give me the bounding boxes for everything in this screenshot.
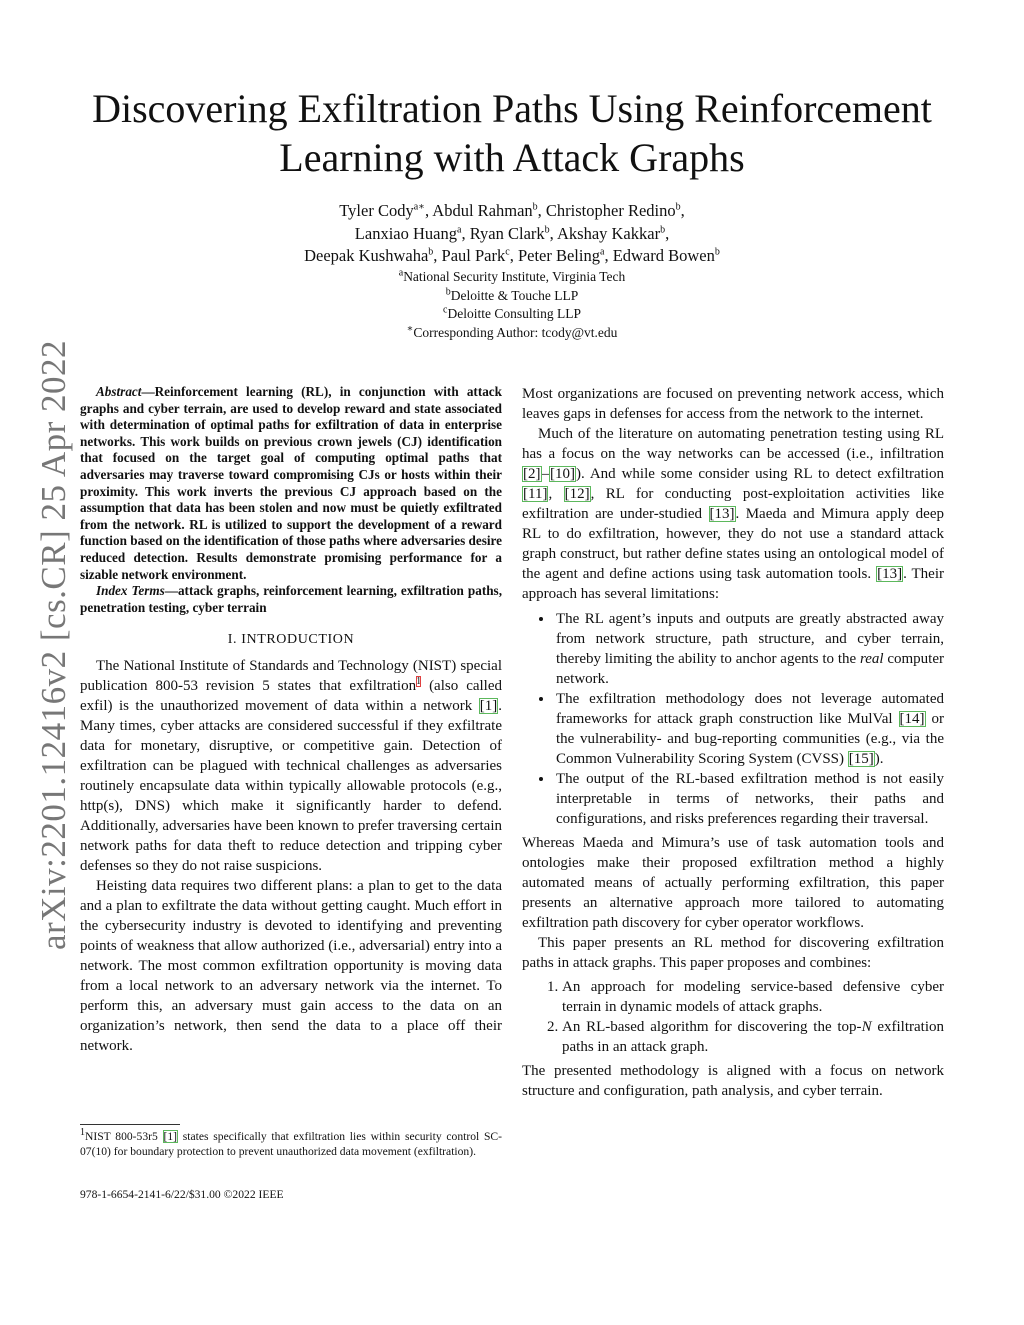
affiliation-mark: b — [532, 201, 538, 213]
affiliation-mark: ∗ — [406, 323, 414, 334]
paragraph-text: (also called exfil) is the unauthorized movement of data within a network — [80, 678, 502, 715]
paragraph: Heisting data requires two different plans: a plan to get to the data and a plan to exfiltrate the data without getting caught. Much effort in the cybersecurity industry is devoted to identifying and preventing points of weakness that allow authorized (i.e., adversarial) entry into a network. The most common exfiltration opportunity is moving data from a local network to an adversary network via the internet. To perform this, an adversary must gain access to the data on an organization’s network, then send the data to a place off their network. — [80, 878, 502, 1055]
affiliation-text: Deloitte Consulting LLP — [447, 306, 581, 321]
index-terms-text: —attack graphs, reinforcement learning, exfiltration paths, penetration testing, cyber terrain — [80, 583, 502, 615]
citation-link[interactable]: [12] — [564, 486, 590, 502]
footnote — [80, 1127, 502, 1160]
author-name: , Paul Park — [433, 246, 506, 265]
paragraph-text: – — [541, 466, 549, 482]
citation-link[interactable]: [10] — [550, 466, 575, 482]
affiliation-line — [220, 324, 804, 343]
abstract-label: Abstract — [96, 384, 142, 399]
citation-link[interactable]: [1] — [163, 1130, 178, 1143]
paper-title: Discovering Exfiltration Paths Using Reinforcement Learning with Attack Graphs — [92, 86, 932, 180]
affiliation-line — [220, 305, 804, 324]
list-item: 1. An approach for modeling service-based defensive cyber terrain in dynamic models of attack graphs. — [562, 977, 944, 1017]
affiliation-mark: a — [398, 267, 404, 279]
author-name: , Edward Bowen — [604, 246, 715, 265]
footnote-number: 1 — [80, 1127, 85, 1139]
citation-link[interactable]: [1] — [479, 698, 498, 715]
index-terms — [80, 583, 502, 616]
paragraph — [80, 656, 502, 876]
citation-link[interactable]: [13] — [709, 506, 735, 522]
affiliation-line — [220, 287, 804, 306]
affiliation-mark: a — [599, 246, 605, 258]
abstract-text: —Reinforcement learning (RL), in conjunction with attack graphs and cyber terrain, are used to develop reward and state associated with determination of optimal paths for exfiltration of data in enterprise networks. This work builds on previous crown jewels (CJ) identification that focused on the target goal of computing optimal paths that adversaries may traverse toward compromising CJs or hosts within their proximity. This work inverts the previous CJ approach based on the assumption that data has been stolen and now must be quietly exfiltrated from the network. RL is utilized to support the development of a reward function based on the identification of those paths where adversaries desire reduced detection. Results demonstrate promising performance for a sizable network environment. — [80, 384, 502, 582]
citation-link[interactable]: [11] — [523, 486, 548, 502]
author-name: , Akshay Kakkar — [549, 223, 661, 243]
affiliation-mark: b — [428, 246, 434, 258]
corresponding-author: Corresponding Author: tcody@vt.edu — [413, 324, 618, 340]
citation-link[interactable]: [15] — [848, 751, 874, 767]
author-list: Tyler Cody$^{a∗}$, Abdul Rahman$^b$, Christopher Redino$^b$, Lanxiao Huang$^a$, Ryan Clark$^b$, Akshay Kakkar$^b$, Deepak Kushwaha$^b$, Paul Park$^c$, Peter Beling$^a$, Edward Bowen$^b$ — [304, 201, 720, 265]
paragraph: This paper presents an RL method for discovering exfiltration paths in attack graphs. This paper proposes and combines: — [522, 935, 944, 971]
paragraph-text: . Many times, cyber attacks are considered successful if they exfiltrate data for monetary, disruptive, or competitive gain. Detection of exfiltration can be plagued with technical challenges as adversaries routinely encapsulate data within typically allowable protocols (e.g., http(s), DNS) which make it significantly harder to defend. Additionally, adversaries have been known to prefer traversing certain network paths for data theft to reduce detection and tripping cyber defenses so they do not raise suspicions. — [80, 698, 502, 875]
paragraph-text: ). And while some consider using RL to detect exfiltration — [576, 466, 944, 482]
footnote-text: states specifically that exfiltration lies within security control SC-07(10) for boundary protection to prevent unauthorized data movement (exfiltration). — [80, 1130, 502, 1158]
paragraph-text: , RL for conducting post-exploitation activities like exfiltration are under-studied — [522, 486, 945, 522]
abstract — [80, 384, 502, 583]
contributions-list — [522, 977, 944, 1057]
footnote-link[interactable]: 1 — [416, 676, 422, 688]
affiliation-mark: a — [456, 224, 462, 235]
paragraph-text: Much of the literature on automating penetration testing using RL has a focus on the way networks can be accessed (i.e., infiltration — [522, 426, 944, 462]
paragraph: Whereas Maeda and Mimura’s use of task automation tools and ontologies make their proposed exfiltration method a highly automated means of actually performing exfiltration, this paper presents an alternative approach more tailored to automating exfiltration path discovery for cyber operator workflows. — [522, 835, 944, 931]
paragraph: The presented methodology is aligned with a focus on network structure and configuration, path analysis, and cyber terrain. — [522, 1063, 944, 1099]
list-item-text: or the vulnerability- and bug-reporting communities (e.g., via the Common Vulnerability Scoring System (CVSS) — [556, 711, 944, 767]
affiliation-text: Deloitte & Touche LLP — [450, 287, 579, 303]
paragraph-text: , — [548, 486, 564, 502]
affiliation-text: National Security Institute, Virginia Tech — [403, 269, 626, 284]
affiliations — [220, 268, 804, 342]
affiliation-mark: c — [505, 246, 510, 258]
copyright-notice: 978-1-6654-2141-6/22/$31.00 ©2022 IEEE — [80, 1188, 284, 1201]
citation-link[interactable]: [2] — [523, 466, 541, 482]
affiliation-mark: b — [675, 201, 681, 213]
author-name: , Peter Beling — [509, 246, 600, 265]
citation-link[interactable]: [14] — [899, 711, 925, 727]
list-item-text: An RL-based algorithm for discovering the top- — [562, 1019, 862, 1035]
list-item-text: The exfiltration methodology does not leverage automated frameworks for attack graph construction like MulVal — [556, 691, 944, 727]
author-name: , Abdul Rahman — [424, 201, 533, 220]
affiliation-mark: b — [544, 224, 550, 235]
citation-link[interactable]: [13] — [877, 566, 903, 582]
emphasis-text: real — [859, 651, 884, 667]
affiliation-line — [220, 268, 804, 287]
author-name: Tyler Cody — [339, 201, 414, 220]
list-item: • The output of the RL-based exfiltration method is not easily interpretable in terms of networks, their paths and configurations, and risks preferences regarding their traversal. — [554, 769, 944, 829]
list-item-text: exfiltration paths in an attack graph. — [562, 1019, 944, 1055]
list-item-text: ). — [874, 751, 884, 767]
footnote-text: NIST 800-53r5 — [85, 1130, 163, 1143]
affiliation-mark: c — [443, 304, 448, 316]
affiliation-mark: a∗ — [413, 201, 425, 213]
paragraph-text: The National Institute of Standards and Technology (NIST) special publication 800-53 revision 5 states that exfiltration — [80, 658, 502, 695]
author-name: , Ryan Clark — [461, 223, 545, 243]
paragraph: Most organizations are focused on preventing network access, which leaves gaps in defenses for access from the network to the internet. — [522, 386, 944, 422]
list-item — [554, 609, 944, 689]
list-item — [562, 1017, 944, 1057]
section-heading: I. INTRODUCTION — [227, 632, 355, 648]
list-item — [554, 689, 944, 769]
affiliation-mark: b — [660, 224, 666, 235]
paragraph-text: . Their approach has several limitations: — [522, 566, 944, 602]
math-symbol: N — [861, 1019, 872, 1035]
paragraph-text: . Maeda and Mimura apply deep RL to do exfiltration, however, they do not use a standard attack graph construct, but rather define states using an ontological model of the agent and define actions using task automation tools. — [522, 506, 944, 582]
author-name: Lanxiao Huang — [354, 223, 457, 243]
affiliation-mark: b — [714, 246, 720, 258]
limitations-list — [522, 609, 944, 829]
list-item-text: computer network. — [556, 651, 944, 687]
paragraph — [522, 424, 944, 604]
author-name: , Christopher Redino — [537, 201, 676, 220]
list-item-text: The RL agent’s inputs and outputs are greatly abstracted away from network structure, path structure, and cyber terrain, thereby limiting the ability to anchor agents to the — [556, 611, 944, 667]
arxiv-stamp: arXiv:2201.12416v2 [cs.CR] 25 Apr 2022 — [34, 339, 73, 951]
index-terms-label: Index Terms — [96, 583, 165, 599]
right-column — [522, 384, 944, 1101]
left-column — [80, 384, 502, 1056]
affiliation-mark: b — [445, 286, 451, 297]
footnote-divider — [80, 1124, 180, 1125]
author-name: Deepak Kushwaha — [304, 246, 429, 265]
